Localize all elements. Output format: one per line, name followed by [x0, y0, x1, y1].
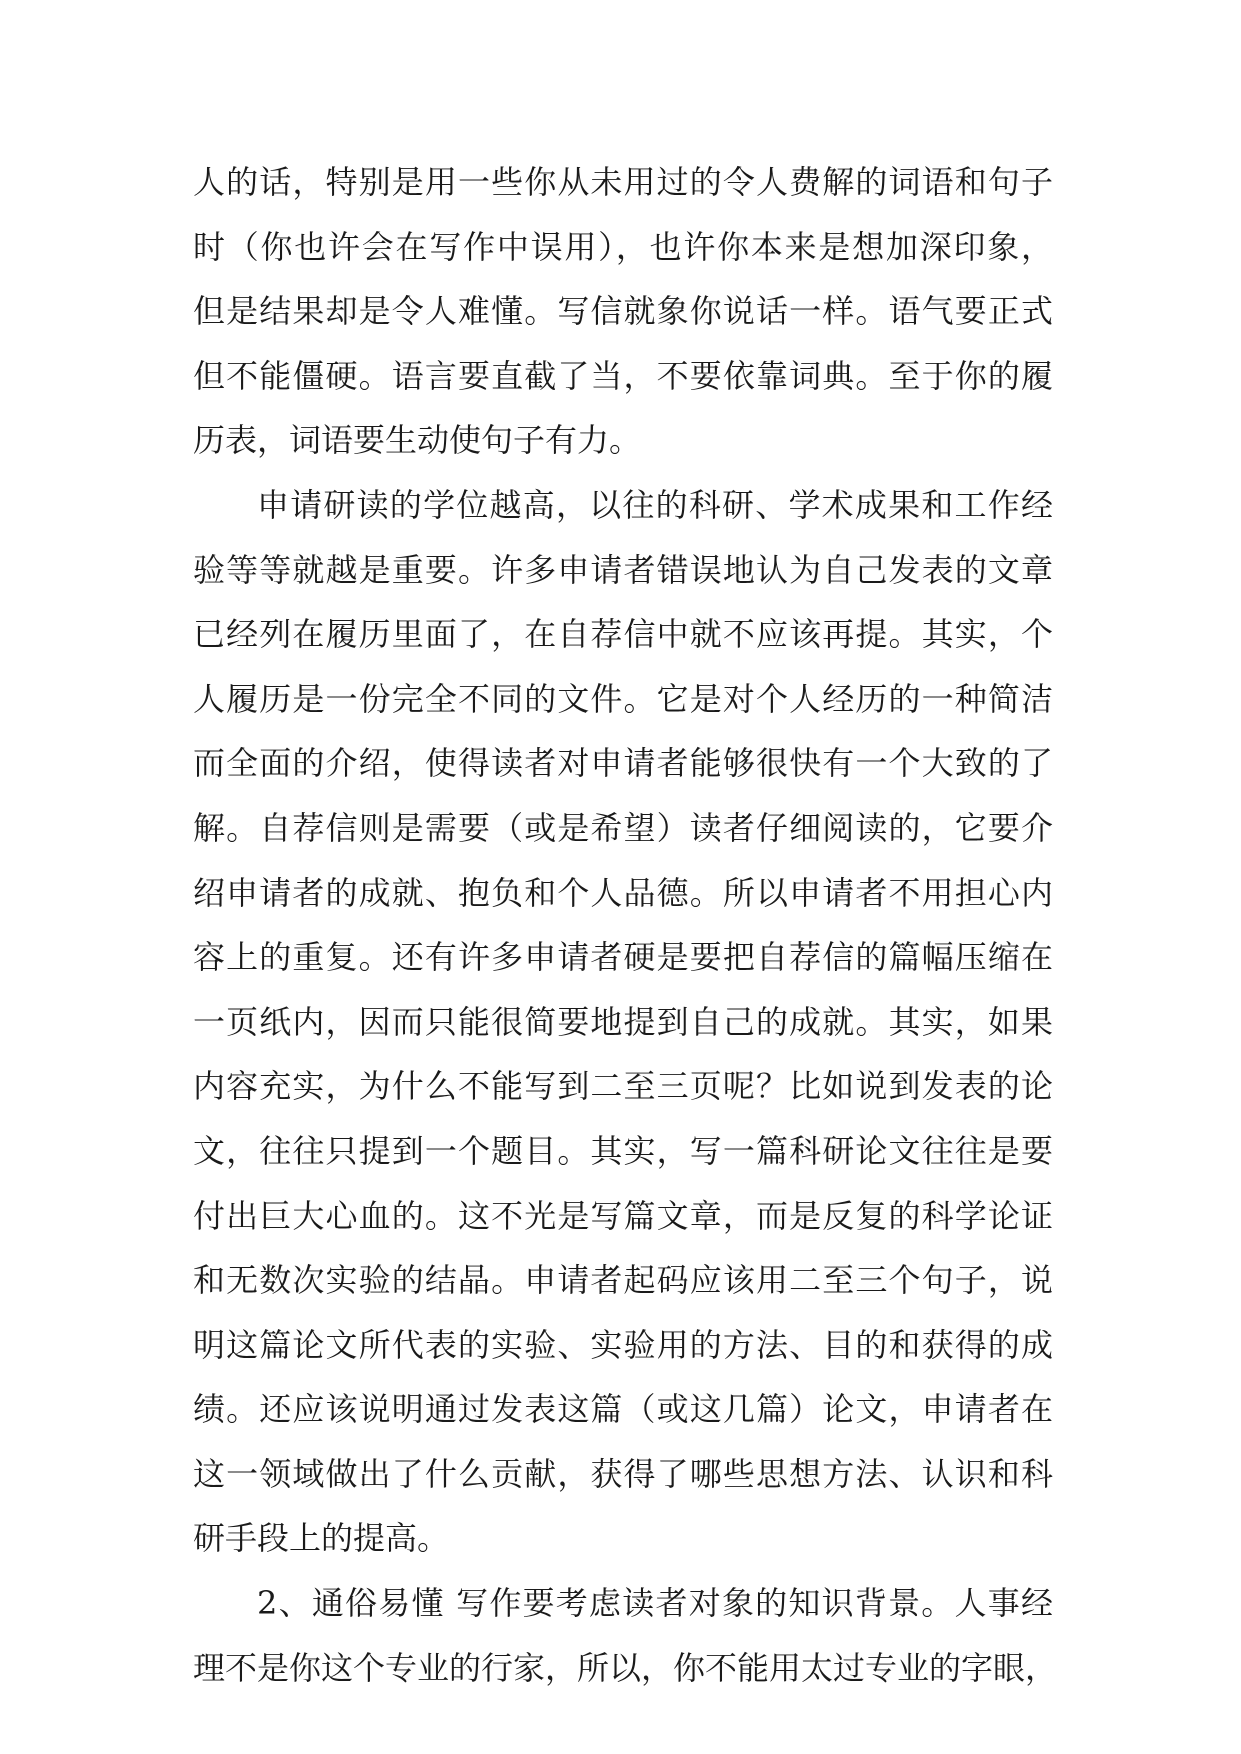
text-line: 内容充实，为什么不能写到二至三页呢？比如说到发表的论 [193, 1067, 1053, 1106]
text-line: 绍申请者的成就、抱负和个人品德。所以申请者不用担心内 [193, 873, 1053, 912]
text-line: 和无数次实验的结晶。申请者起码应该用二至三个句子，说 [193, 1261, 1053, 1300]
text-line: 2、通俗易懂 写作要考虑读者对象的知识背景。人事经 [257, 1584, 1053, 1623]
text-line: 文，往往只提到一个题目。其实，写一篇科研论文往往是要 [193, 1131, 1053, 1170]
text-line: 但不能僵硬。语言要直截了当，不要依靠词典。至于你的履 [193, 356, 1053, 395]
text-line: 理不是你这个专业的行家，所以，你不能用太过专业的字眼， [193, 1648, 1058, 1687]
text-line: 解。自荐信则是需要（或是希望）读者仔细阅读的，它要介 [193, 808, 1053, 847]
text-line: 时（你也许会在写作中误用），也许你本来是想加深印象， [193, 227, 1053, 266]
text-line: 但是结果却是令人难懂。写信就象你说话一样。语气要正式 [193, 292, 1053, 331]
text-line: 人履历是一份完全不同的文件。它是对个人经历的一种简洁 [193, 679, 1053, 718]
text-line: 明这篇论文所代表的实验、实验用的方法、目的和获得的成 [193, 1325, 1053, 1364]
document-body [193, 150, 1058, 1700]
text-line: 这一领域做出了什么贡献，获得了哪些思想方法、认识和科 [193, 1454, 1053, 1493]
text-line: 付出巨大心血的。这不光是写篇文章，而是反复的科学论证 [193, 1196, 1053, 1235]
text-line: 人的话，特别是用一些你从未用过的令人费解的词语和句子 [193, 163, 1053, 201]
text-line: 容上的重复。还有许多申请者硬是要把自荐信的篇幅压缩在 [193, 938, 1053, 977]
text-line: 历表，词语要生动使句子有力。 [193, 421, 642, 460]
text-line: 一页纸内，因而只能很简要地提到自己的成就。其实，如果 [193, 1002, 1053, 1041]
text-line: 已经列在履历里面了，在自荐信中就不应该再提。其实，个 [193, 615, 1053, 654]
text-line: 研手段上的提高。 [193, 1519, 450, 1558]
text-line: 而全面的介绍，使得读者对申请者能够很快有一个大致的了 [193, 744, 1053, 783]
text-line: 验等等就越是重要。许多申请者错误地认为自己发表的文章 [193, 550, 1053, 589]
text-line: 绩。还应该说明通过发表这篇（或这几篇）论文，申请者在 [193, 1390, 1053, 1429]
text-line: 申请研读的学位越高，以往的科研、学术成果和工作经 [257, 485, 1053, 524]
